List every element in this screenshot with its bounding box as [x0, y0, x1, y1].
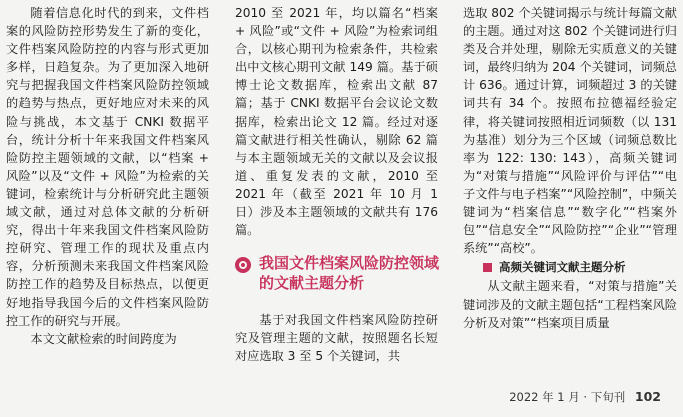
- text-column-3: [463, 4, 677, 332]
- text-column-2-continued: [235, 311, 438, 365]
- subsection-title: 高频关键词文献主题分析: [499, 260, 626, 275]
- paragraph: 本文文献检索的时间跨度为: [30, 331, 177, 346]
- paragraph: 2010 至 2021 年，均以篇名“档案 + 风险”或“文件 + 风险”为检索词组合，以核心期刊为检索条件，共检索出中文核心期刊文献 149 篇。基于硕博士论文数据库，检索出文献 87 篇；基于 CNKI 数据平台会议论文数据库，检索出论文 12 篇。经过对逐篇文献进行相关性确认，剔除 62 篇与本主题领域无关的文献以及会议报道、重复发表的文献，2010 至 2021 年（截至 2021 年 10 月 1 日）涉及本主题领域的文献共有 176 篇。: [235, 6, 438, 238]
- square-bullet-icon: [483, 263, 492, 272]
- issue-label: 2022 年 1 月 · 下旬刊: [509, 390, 626, 404]
- subsection-heading: [463, 258, 677, 276]
- bullseye-icon: [235, 257, 251, 273]
- text-column-2: [235, 4, 438, 239]
- page-footer: [509, 389, 661, 405]
- section-heading: [235, 253, 440, 293]
- text-column-1: [6, 4, 209, 348]
- paragraph: 选取 802 个关键词揭示与统计每篇文献的主题。通过对这 802 个关键词进行归类及合并处理，剔除无实质意义的关键词，最终归纳为 204 个关键词，词频总计 636。通过计算，词频超过 3 的关键词共有 34 个。按照布拉德福经验定律，将关键词按照相近词频数（以 131 为基准）划分为三个区域（词频总数比率为 122: 130: 143），高频关键词为“对策与措施”“风险评价与评估”“电子文件与电子档案”“风险控制”，中频关键词为“档案信息”“数字化”“档案外包”“信息安全”“风险防控”“企业”“管理系统”“高校”。: [463, 6, 677, 256]
- page-number: 102: [634, 389, 661, 404]
- section-title: 我国文件档案风险防控领域的文献主题分析: [259, 254, 440, 292]
- paragraph: 从文献主题来看，“对策与措施”关键词涉及的文献主题包括“工程档案风险分析及对策”“档案项目质量: [463, 279, 677, 330]
- paragraph: 基于对我国文件档案风险防控研究及管理主题的文献，按照题名长短对应选取 3 至 5 个关键词，共: [235, 313, 438, 364]
- paragraph: 随着信息化时代的到来，文件档案的风险防控形势发生了新的变化，文件档案风险防控的内容与形式更加多样，日趋复杂。为了更加深入地研究与把握我国文件档案风险防控领域的趋势与热点，更好地应对未来的风险与挑战，本文基于 CNKI 数据平台，统计分析十年来我国文件档案风险防控主题领域的文献，以“档案 + 风险”以及“文件 + 风险”为检索的关键词，检索统计与分析研究此主题领域文献，通过对总体文献的分析研究，得出十年来我国文件档案风险防控研究、管理工作的现状及重点内容，分析预测未来我国文件档案风险防控工作的趋势及目标热点，以便更好地指导我国今后的文件档案风险防控工作的研究与开展。: [6, 6, 209, 328]
